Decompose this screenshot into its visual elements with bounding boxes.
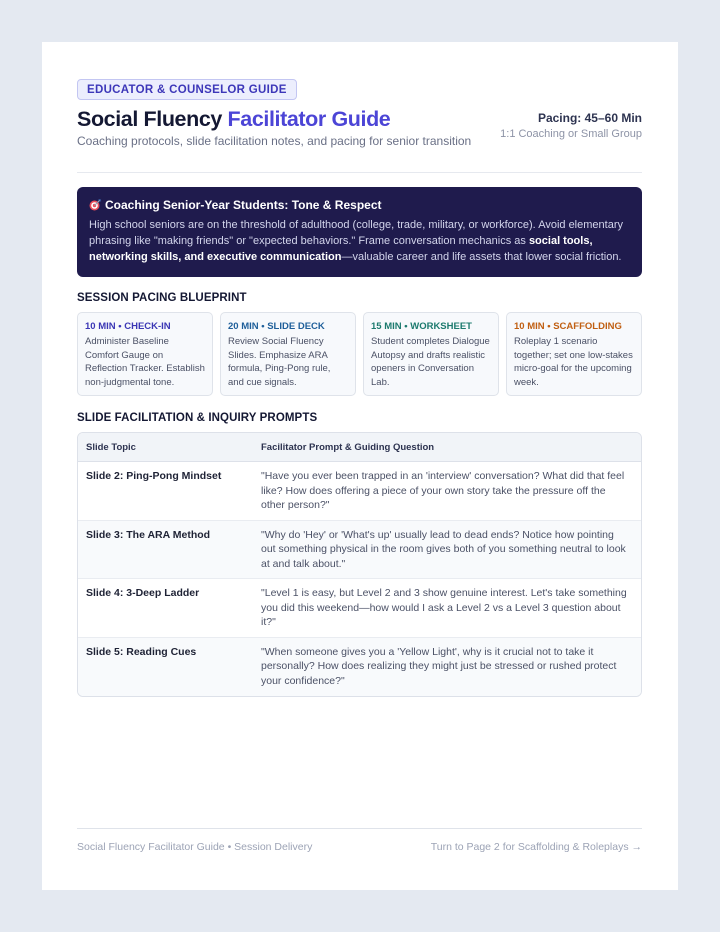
pacing-card bbox=[506, 312, 642, 396]
pacing-card-desc: Review Social Fluency Slides. Emphasize ARA formula, Ping-Pong rule, and cue signals. bbox=[228, 336, 331, 388]
callout-body bbox=[89, 217, 630, 265]
slide-topic: Slide 5: Reading Cues bbox=[86, 645, 197, 658]
table-row bbox=[78, 638, 641, 697]
footer-right: Turn to Page 2 for Scaffolding & Roleplays → bbox=[430, 841, 642, 853]
dart-target-icon bbox=[89, 199, 101, 211]
slide-topic: Slide 2: Ping-Pong Mindset bbox=[86, 470, 222, 482]
prompts-table bbox=[77, 432, 642, 697]
slide-prompt: "Why do 'Hey' or 'What's up' usually lead to dead ends? Notice how pointing out something physical in the room gives both of you something neutral to look at and talk about." bbox=[261, 528, 626, 570]
slide-prompt: "When someone gives you a 'Yellow Light', why is it crucial not to take it personally? How does realizing they might just be stressed or rushed protect your confidence?" bbox=[261, 645, 617, 687]
column-header-prompt: Facilitator Prompt & Guiding Question bbox=[261, 441, 435, 453]
title-main: Social Fluency bbox=[77, 107, 222, 131]
pacing-card bbox=[363, 312, 499, 396]
page-footer bbox=[77, 828, 642, 853]
slide-topic: Slide 4: 3-Deep Ladder bbox=[86, 587, 200, 599]
callout-body-text-end: —valuable career and life assets that lower social friction. bbox=[341, 251, 622, 263]
pacing-card-desc: Roleplay 1 scenario together; set one low-stakes micro-goal for the upcoming week. bbox=[514, 336, 633, 388]
divider bbox=[77, 172, 642, 173]
table-header bbox=[78, 433, 641, 462]
pacing-format: 1:1 Coaching or Small Group bbox=[500, 128, 642, 140]
section-title-slides: SLIDE FACILITATION & INQUIRY PROMPTS bbox=[77, 412, 318, 424]
callout-body-text: High school seniors are on the threshold of adulthood (college, trade, military, or workforce). Avoid elementary phrasing like "making friends" or "expected behaviors." Frame conversation mechanics as bbox=[89, 219, 623, 247]
pacing-card-title: 20 MIN • SLIDE DECK bbox=[228, 321, 325, 332]
callout-body-emphasis: social tools, networking skills, and executive communication bbox=[89, 235, 593, 263]
pacing-card-title: 15 MIN • WORKSHEET bbox=[371, 321, 472, 332]
title-accent: Facilitator Guide bbox=[227, 107, 391, 131]
pacing-cards bbox=[77, 312, 642, 396]
pacing-card bbox=[77, 312, 213, 396]
slide-prompt: "Level 1 is easy, but Level 2 and 3 show genuine interest. Let's take something you did this weekend—how would I ask a Level 2 vs a Level 3 question about it?" bbox=[261, 587, 627, 628]
pacing-card-title: 10 MIN • CHECK-IN bbox=[85, 321, 171, 332]
tone-callout bbox=[77, 187, 642, 277]
table-row bbox=[78, 579, 641, 638]
slide-prompt: "Have you ever been trapped in an 'interview' conversation? What did that feel like? How does offering a piece of your own story take the pressure off the other person?" bbox=[261, 470, 625, 511]
pacing-card-desc: Administer Baseline Comfort Gauge on Reflection Tracker. Establish non-judgmental tone. bbox=[85, 336, 205, 388]
title-block bbox=[77, 106, 642, 152]
table-row bbox=[78, 462, 641, 521]
document-page bbox=[42, 42, 678, 890]
pacing-duration: Pacing: 45–60 Min bbox=[537, 111, 642, 125]
page-subtitle: Coaching protocols, slide facilitation notes, and pacing for senior transition bbox=[77, 134, 472, 148]
section-title-pacing: SESSION PACING BLUEPRINT bbox=[77, 292, 247, 304]
pacing-card bbox=[220, 312, 356, 396]
slide-topic: Slide 3: The ARA Method bbox=[86, 528, 211, 541]
pacing-info bbox=[500, 111, 642, 140]
callout-heading-row bbox=[89, 198, 630, 212]
pacing-card-desc: Student completes Dialogue Autopsy and drafts realistic openers in Conversation Lab. bbox=[371, 336, 490, 388]
table-row bbox=[78, 521, 641, 580]
pacing-card-title: 10 MIN • SCAFFOLDING bbox=[514, 321, 622, 332]
callout-heading: Coaching Senior-Year Students: Tone & Respect bbox=[105, 198, 382, 212]
guide-badge: EDUCATOR & COUNSELOR GUIDE bbox=[77, 79, 297, 100]
column-header-topic: Slide Topic bbox=[86, 441, 136, 453]
footer-left: Social Fluency Facilitator Guide • Session Delivery bbox=[77, 841, 313, 853]
